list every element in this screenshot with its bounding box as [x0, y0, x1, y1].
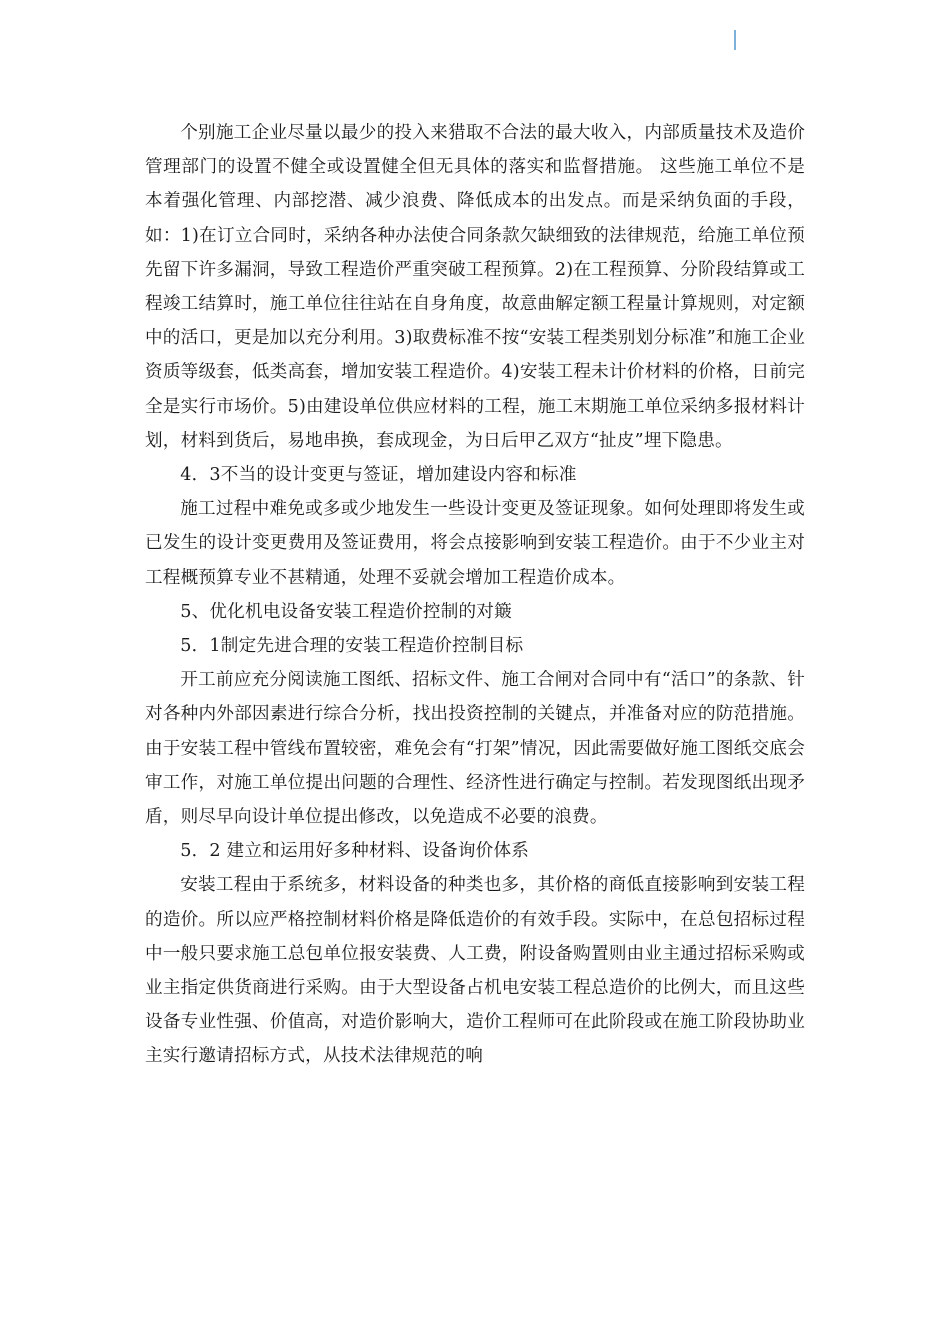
paragraph-control-targets: 开工前应充分阅读施工图纸、招标文件、施工合闸对合同中有“活口”的条款、针对各种内外部因素进行综合分析，找出投资控制的关键点，并准备对应的防范措施。由于安装工程中管线布置较密，难免会有“打架”情况，因此需要做好施工图纸交底会审工作，对施工单位提出问题的合理性、经济性进行确定与控制。若发现图纸出现矛盾，则尽早向设计单位提出修改，以免造成不必要的浪费。	[145, 670, 805, 828]
paragraph-construction-enterprise-issues: 个别施工企业尽量以最少的投入来猎取不合法的最大收入，内部质量技术及造价管理部门的设置不健全或设置健全但无具体的落实和监督措施。 这些施工单位不是本着强化管理、内部挖潜、减少浪费、降低成本的出发点。而是采纳负面的手段，如：1)在订立合同时，采纳各种办法使合同条款欠缺细致的法律规范，给施工单位预先留下许多漏洞，导致工程造价严重突破工程预算。2)在工程预算、分阶段结算或工程竣工结算时，施工单位往往站在自身角度，故意曲解定额工程量计算规则，对定额中的活口，更是加以充分利用。3)取费标准不按“安装工程类别划分标准”和施工企业资质等级套，低类高套，增加安装工程造价。4)安装工程未计价材料的价格，日前完全是实行市场价。5)由建设单位供应材料的工程，施工末期施工单位采纳多报材料计划，材料到货后，易地串换，套成现金，为日后甲乙双方“扯皮”埋下隐患。	[145, 123, 805, 451]
section-heading-5-1: 5．1制定先进合理的安装工程造价控制目标	[180, 636, 524, 657]
header-marker	[734, 30, 736, 50]
document-body	[145, 116, 805, 1074]
paragraph-price-inquiry-system: 安装工程由于系统多，材料设备的种类也多，其价格的商低直接影响到安装工程的造价。所以应严格控制材料价格是降低造价的有效手段。实际中，在总包招标过程中一般只要求施工总包单位报安装费、人工费，附设备购置则由业主通过招标采购或业主指定供货商进行采购。由于大型设备占机电安装工程总造价的比例大，而且这些设备专业性强、价值高，对造价影响大，造价工程师可在此阶段或在施工阶段协助业主实行邀请招标方式，从技术法律规范的响	[145, 875, 805, 1067]
section-heading-5: 5、优化机电设备安装工程造价控制的对簸	[180, 601, 512, 622]
paragraph-design-change: 施工过程中难免或多或少地发生一些设计变更及签证现象。如何处理即将发生或已发生的设计变更费用及签证费用，将会点接影响到安装工程造价。由于不少业主对工程概预算专业不甚精通，处理不妥就会增加工程造价成本。	[145, 499, 805, 588]
section-heading-5-2: 5．2 建立和运用好多种材料、设备询价体系	[180, 841, 530, 862]
section-heading-4-3: 4．3不当的设计变更与签证，增加建设内容和标准	[180, 465, 577, 486]
